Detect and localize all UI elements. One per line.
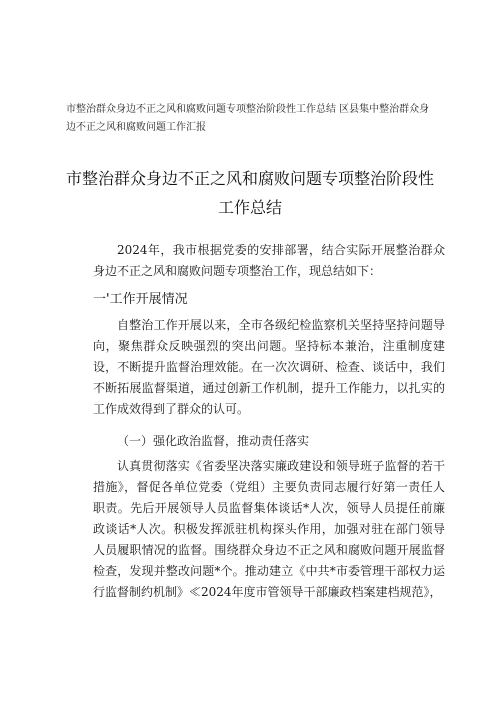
document-header: 市整治群众身边不正之风和腐败问题专项整治阶段性工作总结 区县集中整治群众身边不正之风和腐败问题工作汇报 bbox=[66, 104, 430, 133]
section-heading-1: 一'工作开展情况 bbox=[93, 292, 188, 307]
document-title: 市整治群众身边不正之风和腐败问题专项整治阶段性工作总结 bbox=[65, 169, 434, 217]
subsection-heading-1: （一）强化政治监督，推动责任落实 bbox=[117, 434, 310, 448]
intro-paragraph: 2024年，我市根据党委的安排部署，结合实际开展整治群众身边不正之风和腐败问题专项整治工作，现总结如下： bbox=[93, 243, 445, 278]
subsection-paragraph-1: 认真贯彻落实《省委坚决落实廉政建设和领导班子监督的若干措施》，督促各单位党委（党组）主要负责同志履行好第一责任人职责。先后开展领导人员监督集体谈话*人次，领导人员提任前廉政谈话*人次。积极发挥派驻机构探头作用，加强对驻在部门领导人员履职情况的监督。围绕群众身边不正之风和腐败问题开展监督检查，发现并整改问题*个。推动建立《中共*市委管理干部权力运行监督制约机制》≪2024年度市管领导干部廉政档案建档规范》， bbox=[93, 459, 445, 599]
section-paragraph-1: 自整治工作开展以来，全市各级纪检监察机关坚持坚持问题导向，聚焦群众反映强烈的突出问题。坚持标本兼治，注重制度建设，不断提升监督治理效能。在一次次调研、检查、谈话中，我们不断拓展监督渠道，通过创新工作机制，提升工作能力，以扎实的工作成效得到了群众的认可。 bbox=[93, 318, 445, 416]
